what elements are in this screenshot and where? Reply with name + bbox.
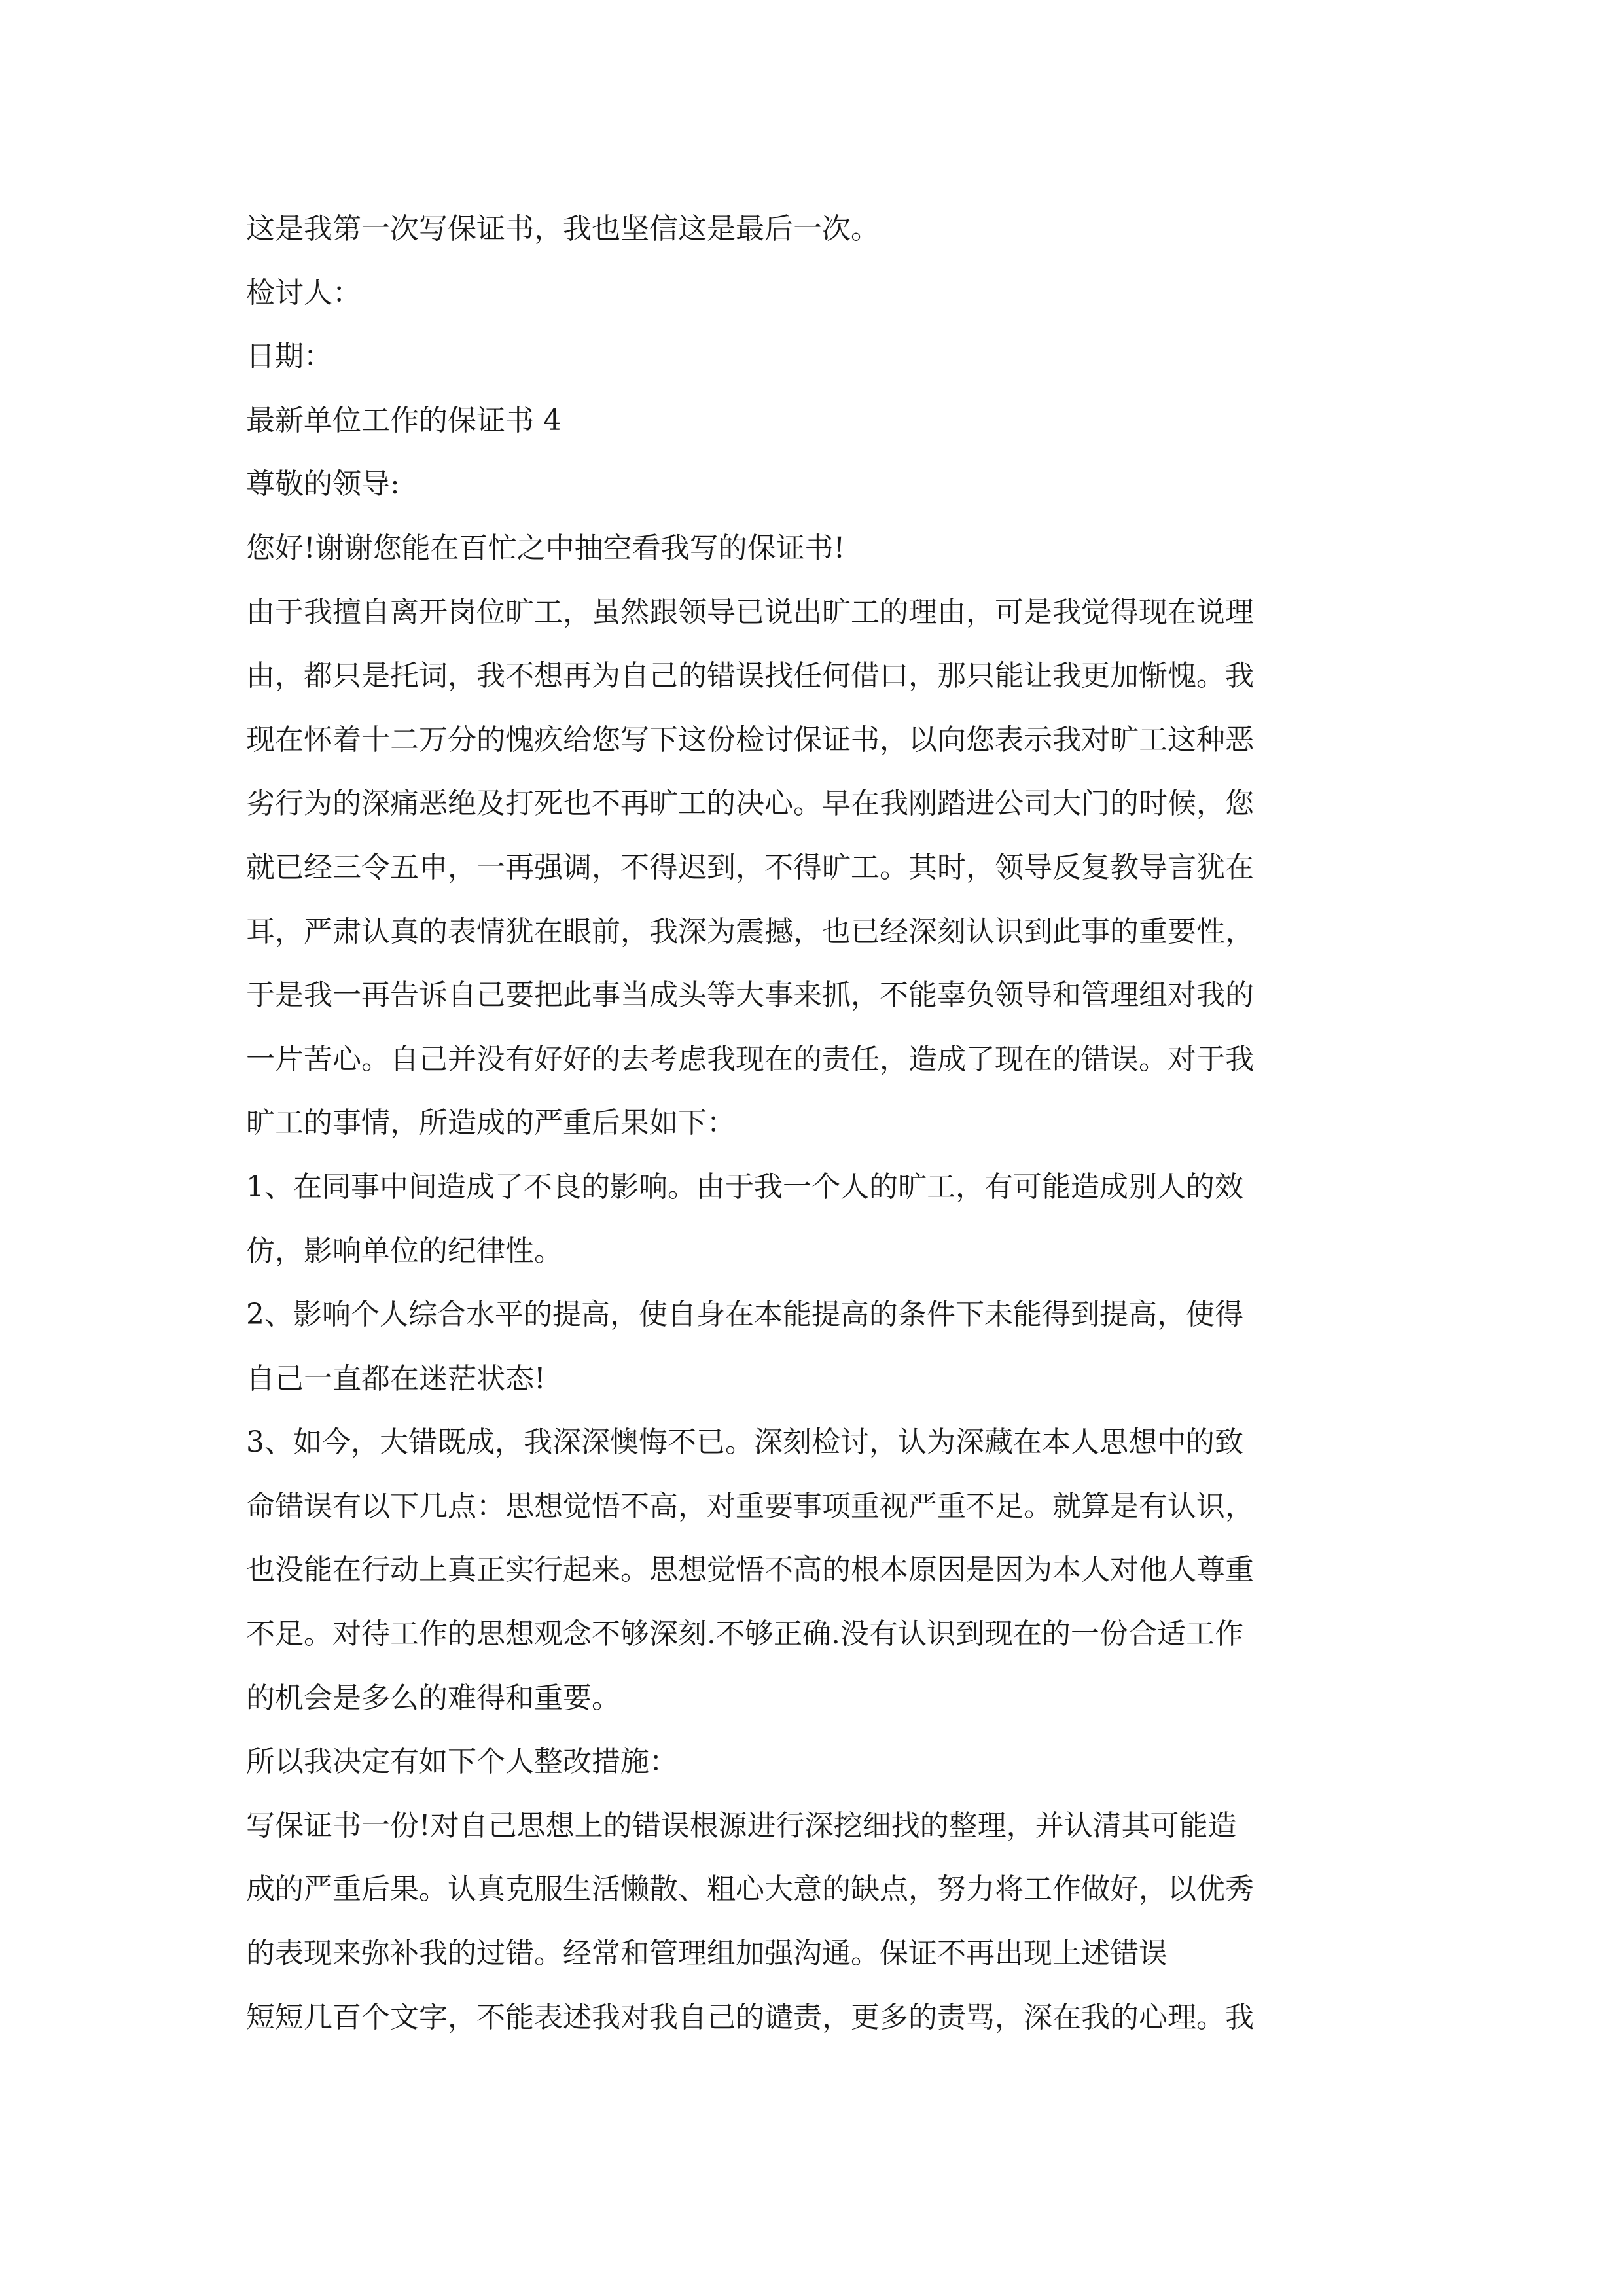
text-line: 这是我第一次写保证书，我也坚信这是最后一次。 — [246, 212, 880, 245]
salutation: 尊敬的领导: — [246, 467, 400, 501]
text-line: 劣行为的深痛恶绝及打死也不再旷工的决心。早在我刚踏进公司大门的时候，您 — [246, 787, 1254, 821]
list-item-1: 1、在同事中间造成了不良的影响。由于我一个人的旷工，有可能造成别人的效 — [246, 1170, 1243, 1204]
text-line: 现在怀着十二万分的愧疚给您写下这份检讨保证书，以向您表示我对旷工这种恶 — [246, 723, 1254, 757]
text-line: 的表现来弥补我的过错。经常和管理组加强沟通。保证不再出现上述错误 — [246, 1937, 1168, 1971]
list-item-3: 3、如今，大错既成，我深深懊悔不已。深刻检讨，认为深藏在本人思想中的致 — [246, 1426, 1243, 1460]
text-line: 所以我决定有如下个人整改措施： — [246, 1745, 678, 1779]
text-line: 也没能在行动上真正实行起来。思想觉悟不高的根本原因是因为本人对他人尊重 — [246, 1553, 1254, 1587]
text-line: 旷工的事情，所造成的严重后果如下： — [246, 1106, 736, 1140]
text-line: 就已经三令五申，一再强调，不得迟到，不得旷工。其时，领导反复教导言犹在 — [246, 850, 1254, 884]
text-line: 由于我擅自离开岗位旷工，虽然跟领导已说出旷工的理由，可是我觉得现在说理 — [246, 595, 1254, 629]
text-line: 自己一直都在迷茫状态! — [246, 1361, 546, 1395]
text-line: 仿，影响单位的纪律性。 — [246, 1234, 563, 1268]
text-line: 耳，严肃认真的表情犹在眼前，我深为震撼，也已经深刻认识到此事的重要性， — [246, 914, 1254, 948]
text-line: 成的严重后果。认真克服生活懒散、粗心大意的缺点，努力将工作做好，以优秀 — [246, 1873, 1254, 1907]
text-line: 一片苦心。自己并没有好好的去考虑我现在的责任，造成了现在的错误。对于我 — [246, 1042, 1254, 1076]
text-line: 不足。对待工作的思想观念不够深刻.不够正确.没有认识到现在的一份合适工作 — [246, 1617, 1243, 1651]
text-line: 的机会是多么的难得和重要。 — [246, 1681, 620, 1715]
signatory-label: 检讨人： — [246, 276, 361, 310]
text-line: 由，都只是托词，我不想再为自己的错误找任何借口，那只能让我更加惭愧。我 — [246, 659, 1254, 693]
document-body — [246, 197, 1378, 2049]
text-line: 于是我一再告诉自己要把此事当成头等大事来抓，不能辜负领导和管理组对我的 — [246, 978, 1254, 1013]
date-label: 日期： — [246, 340, 332, 374]
list-item-2: 2、影响个人综合水平的提高，使自身在本能提高的条件下未能得到提高，使得 — [246, 1298, 1243, 1332]
text-line: 短短几百个文字，不能表述我对我自己的谴责，更多的责骂，深在我的心理。我 — [246, 2000, 1254, 2034]
greeting: 您好!谢谢您能在百忙之中抽空看我写的保证书! — [246, 531, 846, 565]
section-title: 最新单位工作的保证书 4 — [246, 403, 562, 437]
text-line: 写保证书一份!对自己思想上的错误根源进行深挖细找的整理，并认清其可能造 — [246, 1808, 1237, 1842]
text-line: 命错误有以下几点：思想觉悟不高，对重要事项重视严重不足。就算是有认识， — [246, 1489, 1254, 1523]
